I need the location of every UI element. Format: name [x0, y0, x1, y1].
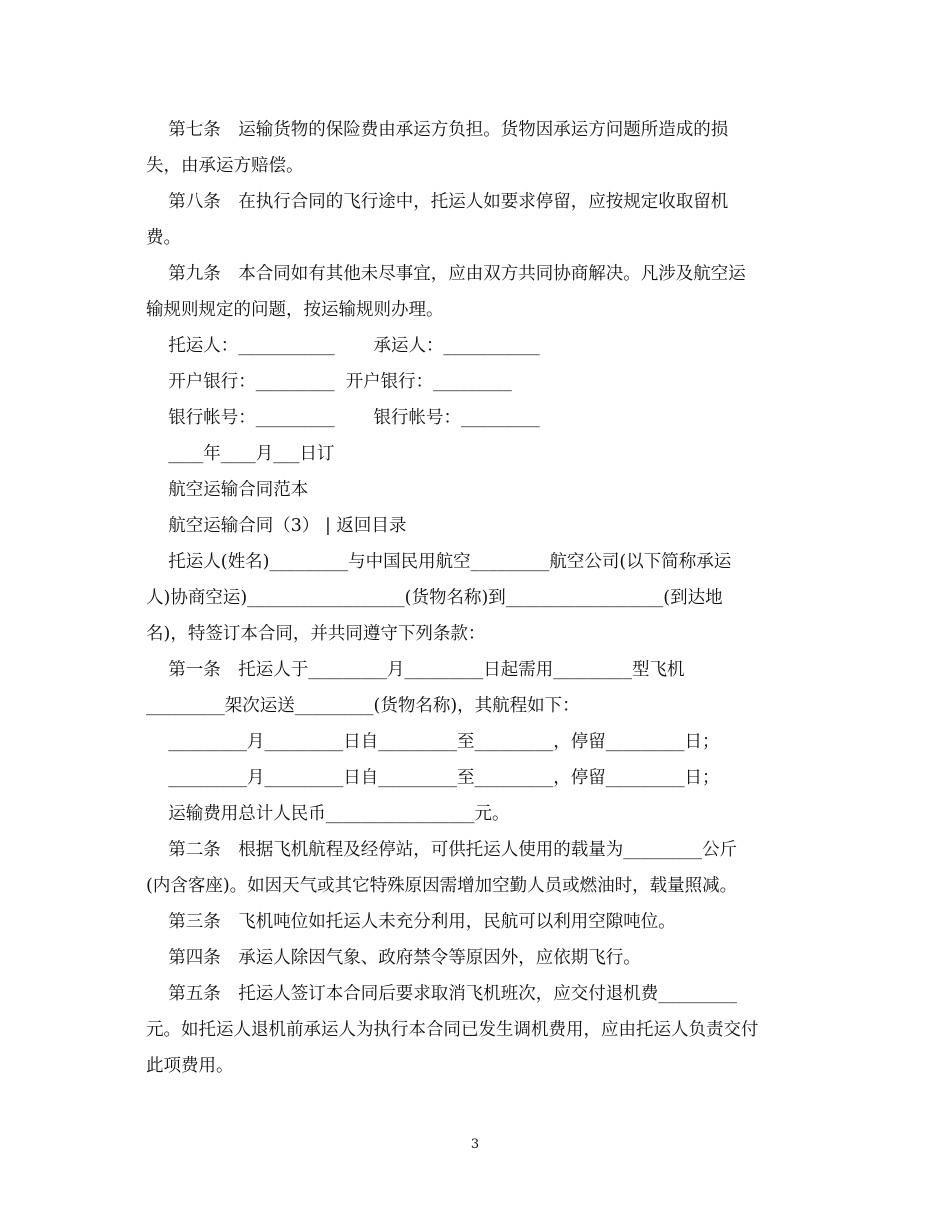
text-line: 输规则规定的问题，按运输规则办理。	[146, 300, 444, 320]
text-line: 第五条 托运人签订本合同后要求取消飞机班次，应交付退机费_________	[146, 984, 737, 1004]
text-line: 第八条 在执行合同的飞行途中，托运人如要求停留，应按规定收取留机	[146, 192, 729, 212]
section-link[interactable]: 航空运输合同（3） | 返回目录	[146, 516, 407, 536]
text-line: (内含客座)。如因天气或其它特殊原因需增加空勤人员或燃油时，载量照减。	[146, 876, 738, 896]
text-line: _________架次运送_________(货物名称)，其航程如下：	[146, 696, 580, 716]
text-line: 此项费用。	[146, 1056, 234, 1076]
section-title: 航空运输合同范本	[146, 480, 309, 500]
date-line: ____年____月___日订	[146, 444, 335, 464]
signature-line-parties: 托运人：___________ 承运人：___________	[146, 336, 540, 356]
text-line: 费。	[146, 228, 181, 248]
text-line: _________月_________日自_________至_________，停留_________日；	[146, 732, 720, 752]
text-line: 第九条 本合同如有其他未尽事宜，应由双方共同协商解决。凡涉及航空运	[146, 264, 746, 284]
signature-line-accounts: 银行帐号：_________ 银行帐号：_________	[146, 408, 540, 428]
page-number: 3	[470, 1137, 480, 1152]
text-line: 第二条 根据飞机航程及经停站，可供托运人使用的载量为_________公斤	[146, 840, 737, 860]
text-line: _________月_________日自_________至_________，停留_________日；	[146, 768, 720, 788]
text-line: 第七条 运输货物的保险费由承运方负担。货物因承运方问题所造成的损	[146, 120, 729, 140]
text-line: 人)协商空运)__________________(货物名称)到__________________(到达地	[146, 588, 723, 608]
text-line: 运输费用总计人民币_________________元。	[146, 804, 510, 824]
text-line: 失，由承运方赔偿。	[146, 156, 304, 176]
text-line: 第三条 飞机吨位如托运人未充分利用，民航可以利用空隙吨位。	[146, 912, 676, 932]
text-line: 第一条 托运人于_________月_________日起需用_________型飞机	[146, 660, 685, 680]
text-line: 第四条 承运人除因气象、政府禁令等原因外，应依期飞行。	[146, 948, 641, 968]
text-line: 托运人(姓名)_________与中国民用航空_________航空公司(以下简称承运	[146, 552, 732, 572]
text-line: 名)，特签订本合同，并共同遵守下列条款：	[146, 624, 486, 644]
text-line: 元。如托运人退机前承运人为执行本合同已发生调机费用，应由托运人负责交付	[146, 1020, 759, 1040]
signature-line-banks: 开户银行：_________ 开户银行：_________	[146, 372, 512, 392]
